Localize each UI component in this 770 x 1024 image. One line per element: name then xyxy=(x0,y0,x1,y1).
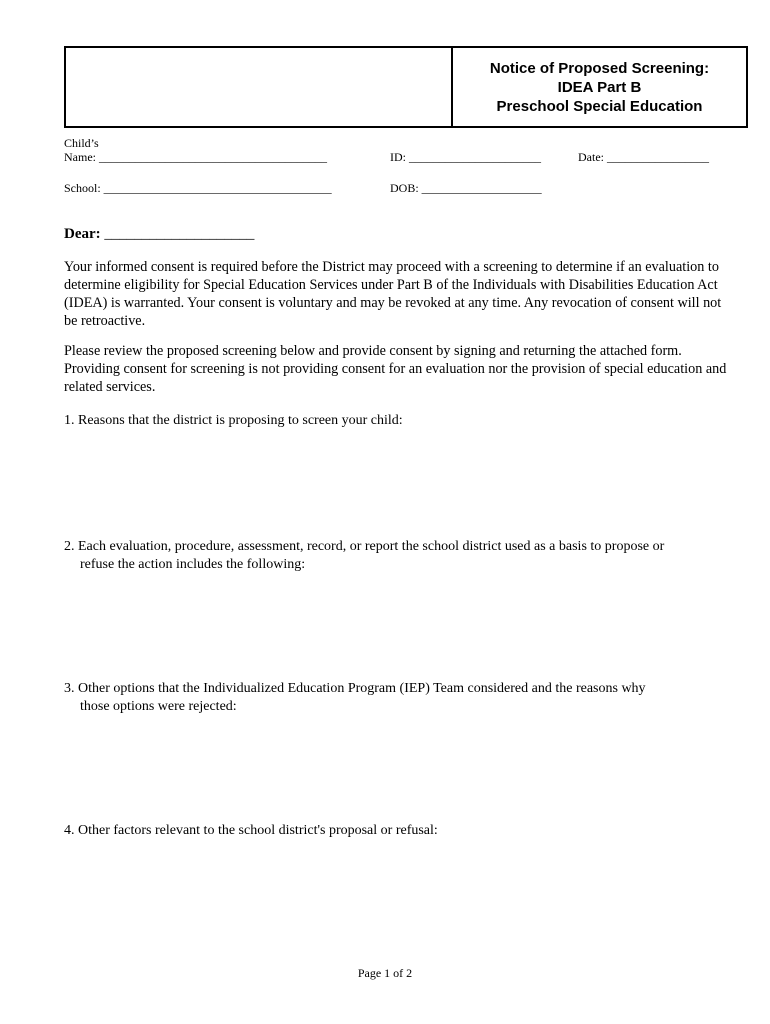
childs-label: Child’s xyxy=(64,136,99,150)
child-name-field[interactable]: Name: ______________________________________ xyxy=(64,150,327,164)
header-box xyxy=(64,46,748,128)
question-3 xyxy=(64,680,736,716)
question-2-line-2: refuse the action includes the following: xyxy=(80,557,306,572)
school-field[interactable]: School: ______________________________________ xyxy=(64,181,332,195)
id-field[interactable]: ID: ______________________ xyxy=(390,150,541,164)
question-3-line-2: those options were rejected: xyxy=(80,699,237,714)
question-1: 1. Reasons that the district is proposing to screen your child: xyxy=(64,413,403,428)
question-2 xyxy=(64,538,736,574)
dear-blank[interactable]: ____________________ xyxy=(104,226,255,242)
review-paragraph: Please review the proposed screening below and provide consent by signing and returning the attached form. Providing consent for screening is not providing consent for an evaluation nor the provision of special education and related services. xyxy=(64,343,727,395)
consent-paragraph: Your informed consent is required before the District may proceed with a screening to determine if an evaluation to determine eligibility for Special Education Services under Part B of the Individuals with Disabilities Education Act (IDEA) is warranted. Your consent is voluntary and may be revoked at any time. Any revocation of consent will not be retroactive. xyxy=(64,259,722,329)
dear-label: Dear: xyxy=(64,226,101,242)
dob-field[interactable]: DOB: ____________________ xyxy=(390,181,542,195)
title-line-3: Preschool Special Education xyxy=(496,97,703,115)
title-line-2: IDEA Part B xyxy=(557,78,642,96)
dear-line xyxy=(64,226,254,243)
question-3-line-1: 3. Other options that the Individualized Education Program (IEP) Team considered and the reasons why xyxy=(64,681,646,696)
date-field[interactable]: Date: _________________ xyxy=(578,150,709,164)
question-4: 4. Other factors relevant to the school district's proposal or refusal: xyxy=(64,823,438,838)
question-2-line-1: 2. Each evaluation, procedure, assessment, record, or report the school district used as a basis to propose or xyxy=(64,539,665,554)
header-logo-area xyxy=(66,48,453,126)
page-number: Page 1 of 2 xyxy=(357,966,413,980)
document-title xyxy=(453,48,746,126)
title-line-1: Notice of Proposed Screening: xyxy=(489,59,710,77)
